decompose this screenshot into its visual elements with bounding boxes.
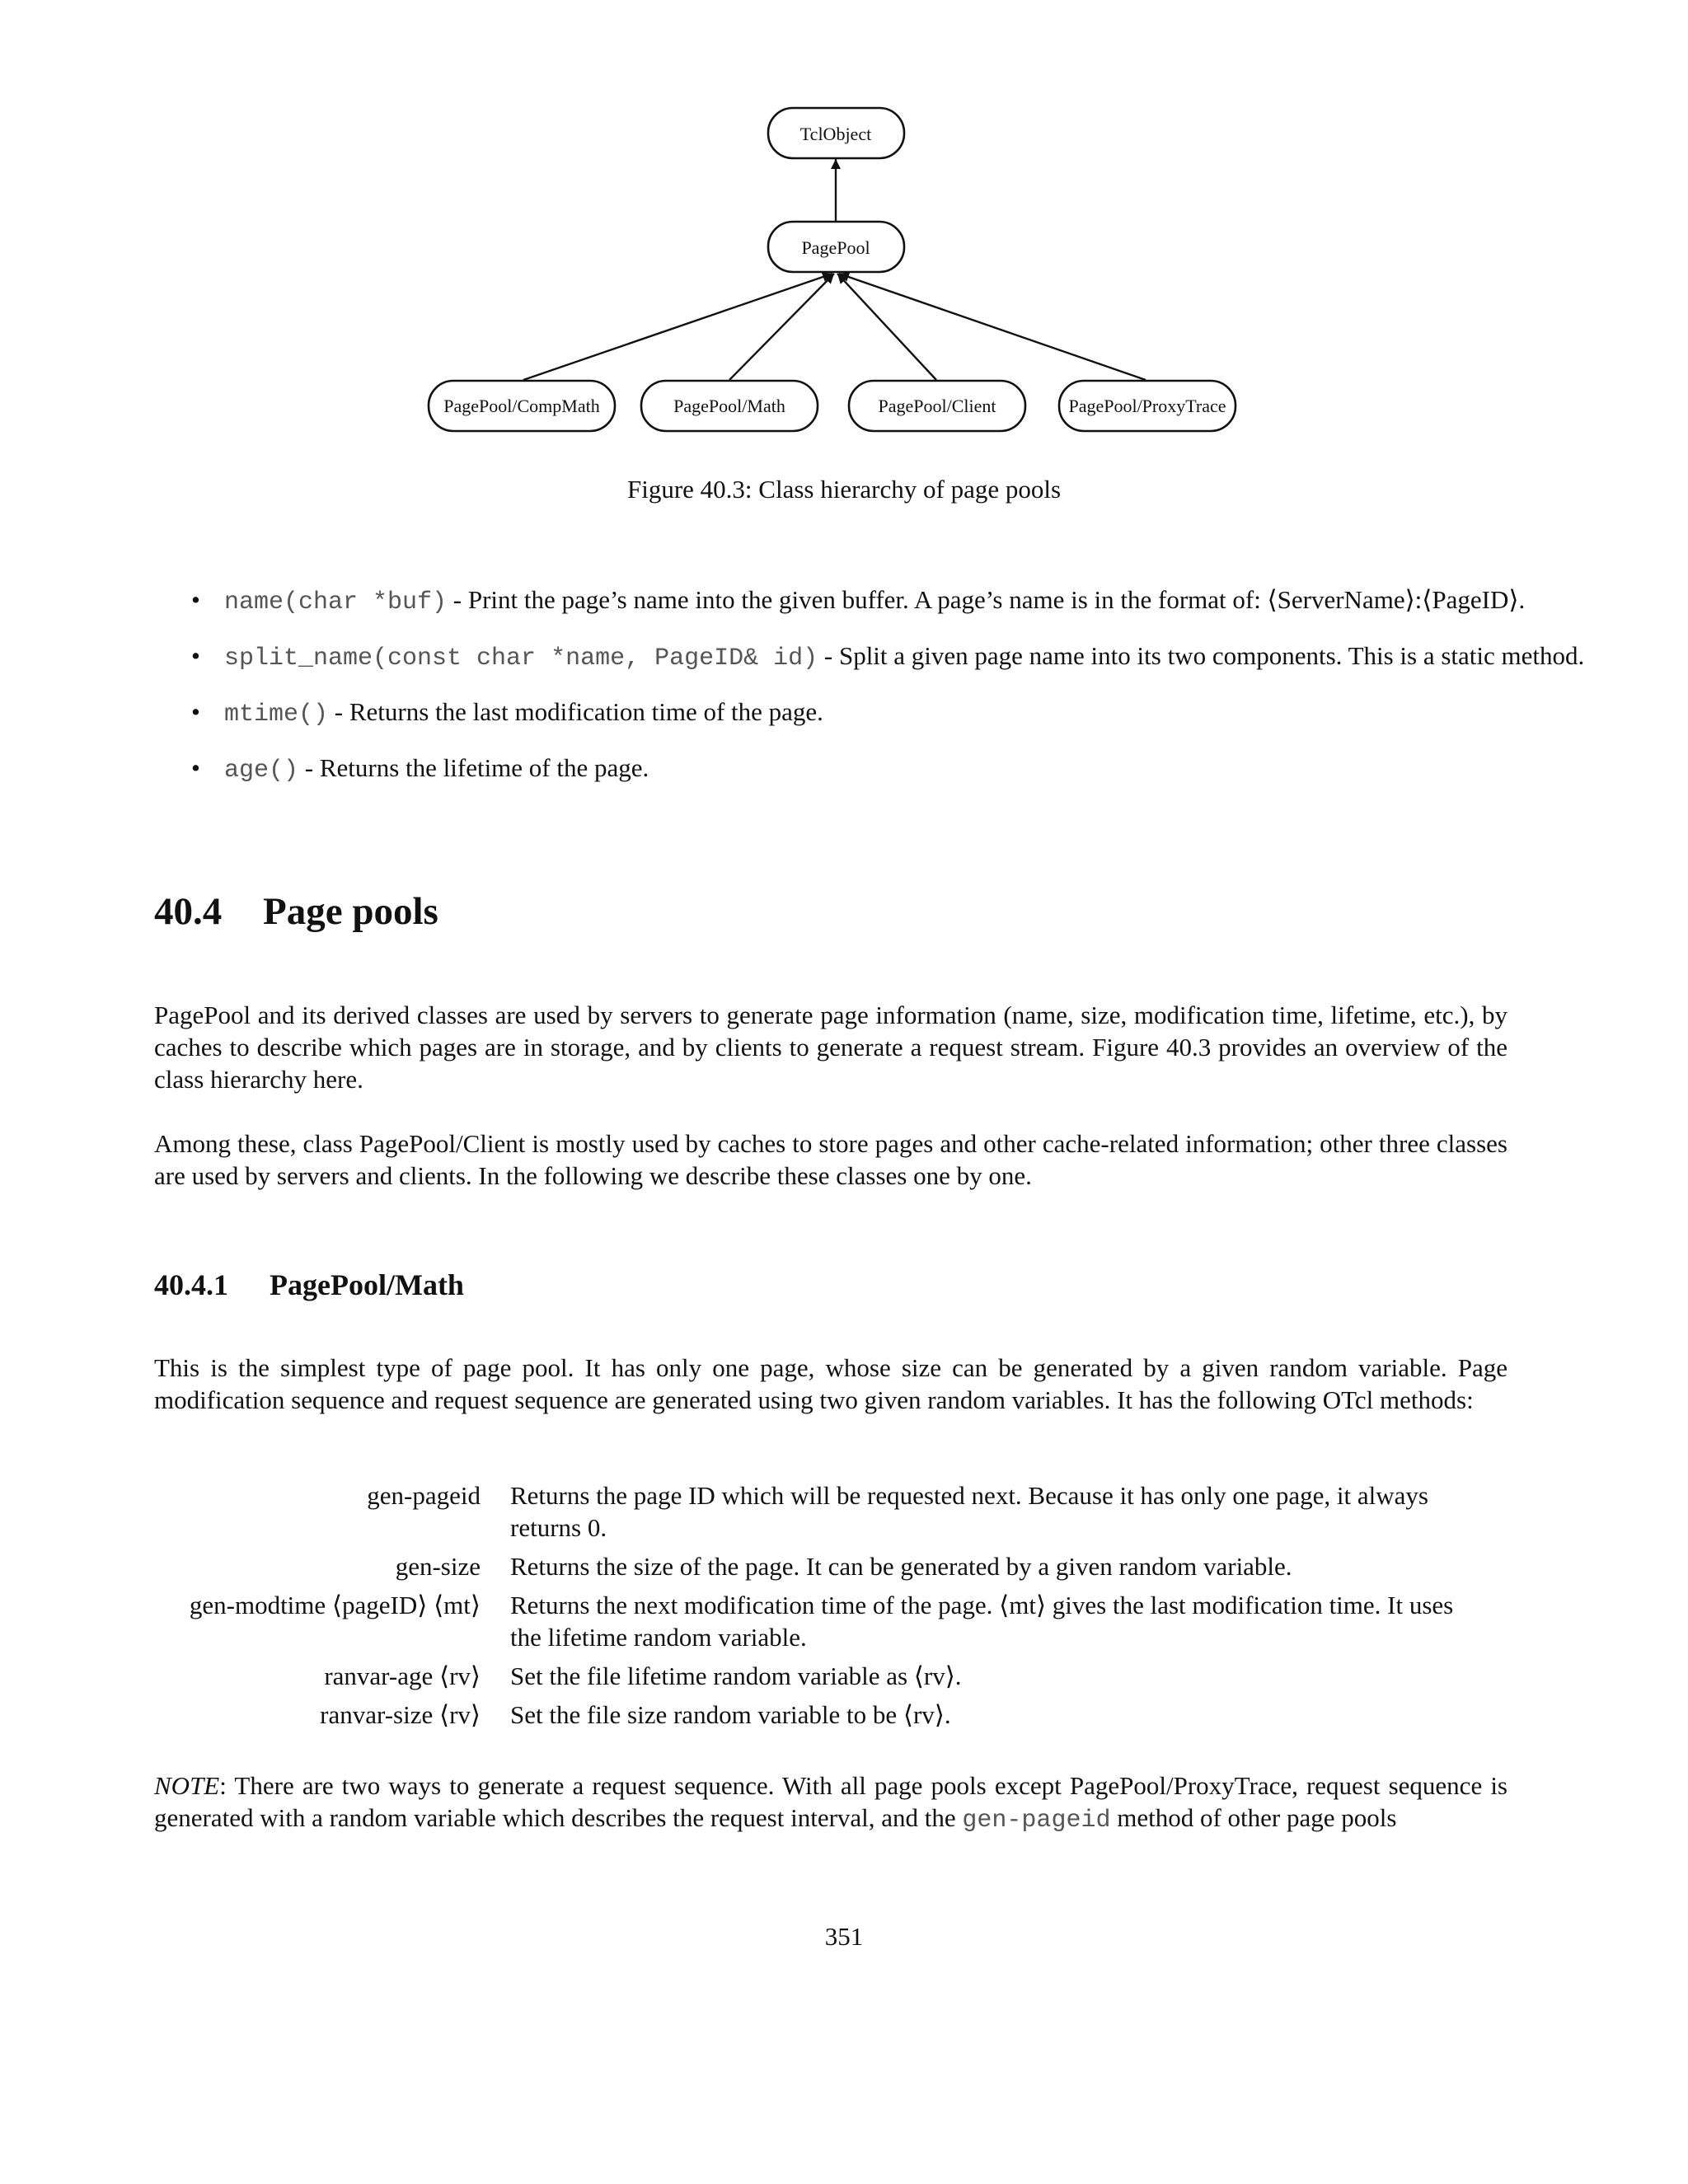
node-label-proxytrace: PagePool/ProxyTrace <box>1068 396 1226 416</box>
node-label-tclobject: TclObject <box>799 124 872 144</box>
node-pagepool <box>768 222 904 272</box>
method-row <box>154 1479 1507 1544</box>
subsection-number: 40.4.1 <box>154 1268 228 1301</box>
method-description: Returns the size of the page. It can be generated by a given random variable. <box>510 1552 1292 1581</box>
method-name: gen-pageid <box>367 1481 481 1510</box>
bullet-item <box>191 752 1617 787</box>
bullet-item <box>191 640 1617 675</box>
method-name: gen-modtime ⟨pageID⟩ ⟨mt⟩ <box>189 1591 481 1619</box>
section-number: 40.4 <box>154 890 223 933</box>
section-heading <box>154 887 438 936</box>
bullet-text: - Split a given page name into its two components. This is a static method. <box>818 641 1585 670</box>
method-row <box>154 1589 1507 1653</box>
bullet-code: name(char *buf) <box>224 588 448 616</box>
page-number: 351 <box>824 1922 864 1951</box>
method-row <box>154 1699 1507 1731</box>
bullet-code: age() <box>224 757 299 785</box>
section-paragraph-2: Among these, class PagePool/Client is mostly used by caches to store pages and other cache-related information; other three classes are used by servers and clients. In the following we describe these classes one by one. <box>154 1129 1507 1190</box>
bullet-text: - Print the page’s name into the given buffer. A page’s name is in the format of: ⟨ServerName⟩:⟨PageID⟩. <box>447 585 1526 614</box>
node-pagepool-compmath <box>429 381 615 431</box>
class-hierarchy-diagram <box>0 0 1688 462</box>
node-label-client: PagePool/Client <box>878 396 996 416</box>
edge-proxytrace-to-pagepool <box>839 274 1146 380</box>
bullet-dot: • <box>191 753 200 782</box>
edge-math-to-pagepool <box>729 274 834 380</box>
subsection-title: PagePool/Math <box>270 1268 464 1301</box>
bullet-dot: • <box>191 697 200 726</box>
edge-compmath-to-pagepool <box>523 274 832 380</box>
method-name: ranvar-age ⟨rv⟩ <box>324 1661 481 1690</box>
node-pagepool-proxytrace <box>1059 381 1236 431</box>
section-title: Page pools <box>263 890 438 933</box>
method-row <box>154 1660 1507 1692</box>
method-description: Set the file size random variable to be ⟨rv⟩. <box>510 1700 951 1729</box>
bullet-text: - Returns the last modification time of the page. <box>328 697 823 726</box>
method-description: Returns the page ID which will be requested next. Because it has only one page, it always returns 0. <box>510 1481 1428 1542</box>
node-label-compmath: PagePool/CompMath <box>443 396 600 416</box>
method-name: gen-size <box>395 1552 481 1581</box>
bullet-dot: • <box>191 585 200 614</box>
note-text-2: method of other page pools <box>1110 1803 1397 1832</box>
node-pagepool-client <box>849 381 1025 431</box>
node-label-pagepool: PagePool <box>801 237 870 258</box>
node-pagepool-math <box>641 381 818 431</box>
method-name: ranvar-size ⟨rv⟩ <box>320 1700 481 1729</box>
note-paragraph <box>154 1769 1507 1837</box>
otcl-method-table <box>154 1479 1507 1737</box>
figure-caption: Figure 40.3: Class hierarchy of page pools <box>626 475 1062 504</box>
node-label-math: PagePool/Math <box>673 396 785 416</box>
note-code: gen-pageid <box>962 1807 1111 1835</box>
method-description: Set the file lifetime random variable as ⟨rv⟩. <box>510 1661 962 1690</box>
method-description: Returns the next modification time of the page. ⟨mt⟩ gives the last modification time. It uses the lifetime random variable. <box>510 1591 1454 1652</box>
bullet-code: mtime() <box>224 701 329 729</box>
bullet-item <box>191 583 1617 619</box>
method-row <box>154 1550 1507 1582</box>
subsection-heading <box>154 1265 464 1305</box>
method-bullet-list <box>191 583 1617 808</box>
bullet-text: - Returns the lifetime of the page. <box>298 753 649 782</box>
note-text-1: : There are two ways to generate a request sequence. With all page pools except PagePool/ProxyTrace, request sequence is generated with a random variable which describes the request interval, and the <box>154 1771 1507 1832</box>
bullet-dot: • <box>191 641 200 670</box>
bullet-code: split_name(const char *name, PageID& id) <box>224 644 818 673</box>
subsection-paragraph: This is the simplest type of page pool. It has only one page, whose size can be generated by a given random variable. Page modification sequence and request sequence are generated using two given random variables. It has the following OTcl methods: <box>154 1353 1507 1414</box>
section-paragraph-1: PagePool and its derived classes are used by servers to generate page information (name, size, modification time, lifetime, etc.), by caches to describe which pages are in storage, and by clients to generate a request stream. Figure 40.3 provides an overview of the class hierarchy here. <box>154 1001 1507 1094</box>
note-label: NOTE <box>154 1771 220 1800</box>
bullet-item <box>191 696 1617 731</box>
node-tclobject <box>768 108 904 158</box>
